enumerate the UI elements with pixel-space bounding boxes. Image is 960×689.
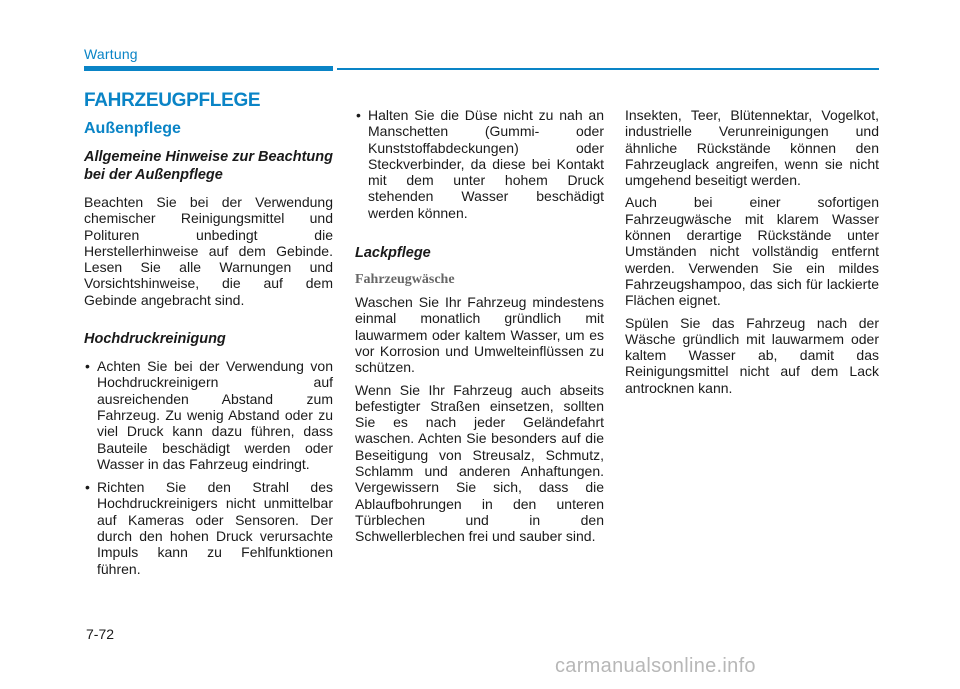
header-rule-accent bbox=[84, 66, 333, 71]
watermark: carmanualsonline.info bbox=[555, 655, 756, 677]
bullet-list-nozzle bbox=[355, 107, 604, 221]
page-title: FAHRZEUGPFLEGE bbox=[84, 90, 261, 111]
subheading-car-wash: Fahrzeugwäsche bbox=[355, 272, 455, 288]
paragraph-offroad: Wenn Sie Ihr Fahrzeug auch abseits befestigter Straßen einsetzen, sollten Sie es nach jeder Geländefahrt waschen. Achten Sie besonders auf die Beseitigung von Streusalz, Schmutz, Schlamm und anderen Anhaftungen. Vergewissern Sie sich, dass die Ablaufbohrungen in den unteren Türblechen und in den Schwellerblechen frei und sauber sind. bbox=[355, 381, 604, 545]
paragraph-rinse: Spülen Sie das Fahrzeug nach der Wäsche gründlich mit lauwarmem oder kaltem Wasser ab, damit das Reinigungsmittel nicht auf dem Lack antrocknen kann. bbox=[625, 314, 879, 396]
spacer bbox=[355, 228, 604, 244]
paragraph-wash-monthly: Waschen Sie Ihr Fahrzeug mindestens einmal monatlich gründlich mit lauwarmem oder kaltem Wasser, um es vor Korrosion und Umwelteinflüssen zu schützen. bbox=[355, 294, 604, 376]
paragraph-shampoo: Auch bei einer sofortigen Fahrzeugwäsche mit klarem Wasser können derartige Rückstände unter Umständen nicht vollständig entfernt werden. Verwenden Sie ein mildes Fahrzeugshampoo, das sich für lackierte Flächen eignet. bbox=[625, 194, 879, 309]
column-right bbox=[625, 107, 879, 402]
section-label: Wartung bbox=[84, 46, 138, 62]
topic-heading-paint-care: Lackpflege bbox=[355, 245, 431, 262]
bullet-item: • Achten Sie bei der Verwendung von Hochdruckreinigern auf ausreichenden Abstand zum Fahrzeug. Zu wenig Abstand oder zu viel Druck kann dazu führen, dass Bauteile beschädigt werden oder Wasser in das Fahrzeug eindringt. bbox=[84, 358, 333, 472]
topic-heading-general: Allgemeine Hinweise zur Beachtung bei der Außenpflege bbox=[84, 149, 333, 183]
paragraph-general: Beachten Sie bei der Verwendung chemischer Reinigungsmittel und Polituren unbedingt die Herstellerhinweise auf dem Gebinde. Lesen Sie alle Warnungen und Vorsichtshinweise, die auf dem Gebinde angebracht sind. bbox=[84, 194, 333, 308]
paragraph-residues: Insekten, Teer, Blütennektar, Vogelkot, industrielle Verunreinigungen und ähnliche Rückstände können den Fahrzeuglack angreifen, wenn sie nicht umgehend beseitigt werden. bbox=[625, 107, 879, 189]
column-left bbox=[84, 90, 333, 584]
bullet-item: • Richten Sie den Strahl des Hochdruckreinigers nicht unmittelbar auf Kameras oder Sensoren. Der durch den hohen Druck verursachte Impuls kann zu Fehlfunktionen führen. bbox=[84, 479, 333, 577]
bullet-list-pressure-washer bbox=[84, 358, 333, 577]
page-number: 7-72 bbox=[86, 626, 115, 642]
topic-heading-pressure-washer: Hochdruckreinigung bbox=[84, 331, 226, 348]
column-middle bbox=[355, 107, 604, 551]
header-rule bbox=[337, 68, 879, 70]
section-subtitle: Außenpflege bbox=[84, 120, 181, 137]
bullet-item: • Halten Sie die Düse nicht zu nah an Manschetten (Gummi- oder Kunststoffabdeckungen) oder Steckverbinder, da diese bei Kontakt mit dem unter hohem Druck stehenden Wasser beschädigt werden können. bbox=[355, 107, 604, 221]
spacer bbox=[84, 314, 333, 330]
